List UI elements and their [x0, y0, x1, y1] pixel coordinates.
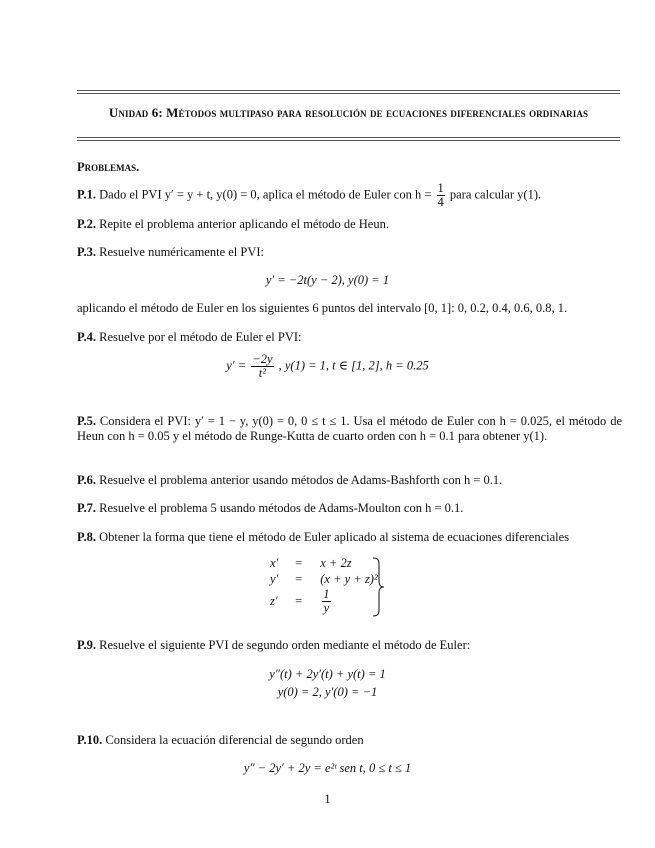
problem-7 [77, 501, 622, 516]
problem-text: Repite el problema anterior aplicando el método de Heun. [99, 217, 389, 231]
problem-label: P.6. [77, 473, 96, 487]
problem-text: Considera la ecuación diferencial de segundo orden [105, 733, 364, 747]
page-title: Unidad 6: Métodos multipaso para resolución de ecuaciones diferenciales ordinarias [108, 105, 589, 120]
system-eq: = [295, 556, 303, 570]
equation-p9-line1: y″(t) + 2y′(t) + y(t) = 1 [269, 667, 386, 681]
problem-text: Dado el PVI y′ = y + t, y(0) = 0, aplica el método de Euler con h = [99, 187, 432, 202]
problem-10 [77, 733, 622, 748]
system-lhs: z′ [270, 594, 278, 608]
fraction-numerator: −2y [252, 352, 273, 366]
problem-label: P.2. [77, 217, 96, 231]
problem-3-after: aplicando el método de Euler en los siguientes 6 puntos del intervalo [0, 1]: 0, 0.2, 0.4, 0.6, 0.8, 1. [77, 301, 568, 315]
system-row [270, 572, 378, 587]
problem-3 [77, 245, 622, 260]
system-row [270, 588, 333, 615]
bottom-rule [77, 137, 620, 138]
problem-text: Resuelve el siguiente PVI de segundo orden mediante el método de Euler: [99, 638, 471, 652]
problem-text: Obtener la forma que tiene el método de Euler aplicado al sistema de ecuaciones diferenciales [99, 530, 570, 544]
equation-p9-line2: y(0) = 2, y′(0) = −1 [277, 685, 378, 699]
section-heading: Problemas. [77, 160, 140, 174]
system-row [270, 556, 352, 571]
problem-text: Resuelve numéricamente el PVI: [99, 245, 264, 259]
top-rule-2 [77, 93, 620, 94]
system-rhs: x + 2z [320, 556, 352, 570]
page-number: 1 [324, 792, 331, 806]
problem-label: P.10. [77, 733, 103, 747]
system-lhs: y′ [270, 572, 279, 586]
system-eq: = [295, 594, 303, 608]
problem-text: Resuelve por el método de Euler el PVI: [99, 330, 302, 344]
problem-2 [77, 217, 622, 232]
problem-4 [77, 330, 622, 345]
system-rhs: (x + y + z)² [320, 572, 378, 586]
fraction-numerator: 1 [437, 181, 444, 195]
problem-label: P.8. [77, 530, 96, 544]
fraction [437, 182, 445, 209]
system-eq: = [295, 572, 303, 586]
problem-text: Resuelve el problema anterior usando métodos de Adams-Bashforth con h = 0.1. [99, 473, 503, 487]
system-lhs: x′ [270, 556, 279, 570]
equation-rhs: , y(1) = 1, t ∈ [1, 2], h = 0.25 [278, 358, 429, 373]
fraction [251, 353, 273, 380]
equation-lhs: y′ = [226, 358, 247, 373]
problem-8 [77, 530, 622, 545]
problem-5 [77, 414, 622, 444]
problem-label: P.7. [77, 501, 96, 515]
top-rule [77, 90, 620, 91]
fraction-denominator: y [323, 601, 330, 615]
problem-9 [77, 638, 622, 653]
problem-label: P.4. [77, 330, 96, 344]
problem-label: P.3. [77, 245, 96, 259]
equation-p3: y′ = −2t(y − 2), y(0) = 1 [265, 273, 390, 287]
fraction-numerator: 1 [323, 587, 330, 601]
bottom-rule-2 [77, 140, 620, 141]
problem-label: P.9. [77, 638, 96, 652]
fraction-denominator: 4 [437, 195, 444, 209]
problem-text: Resuelve el problema 5 usando métodos de Adams-Moulton con h = 0.1. [99, 501, 464, 515]
problem-text: Considera el PVI: y′ = 1 − y, y(0) = 0, 0 ≤ t ≤ 1. Usa el método de Euler con h = 0.025, el método de Heun con h = 0.05 y el método de Runge-Kutta de cuarto orden con h = 0.1 para obtener y(1). [77, 414, 622, 443]
equation-p10: y″ − 2y′ + 2y = e²ᵗ sen t, 0 ≤ t ≤ 1 [243, 761, 412, 775]
problem-1 [77, 182, 622, 209]
fraction-denominator: t² [258, 366, 266, 380]
equation-p4 [0, 353, 655, 380]
problem-6 [77, 473, 622, 488]
problem-label: P.5. [77, 414, 96, 428]
fraction [322, 588, 330, 615]
problem-text-end: para calcular y(1). [449, 187, 542, 202]
right-brace-icon [370, 556, 386, 618]
problem-label: P.1. [77, 187, 96, 202]
